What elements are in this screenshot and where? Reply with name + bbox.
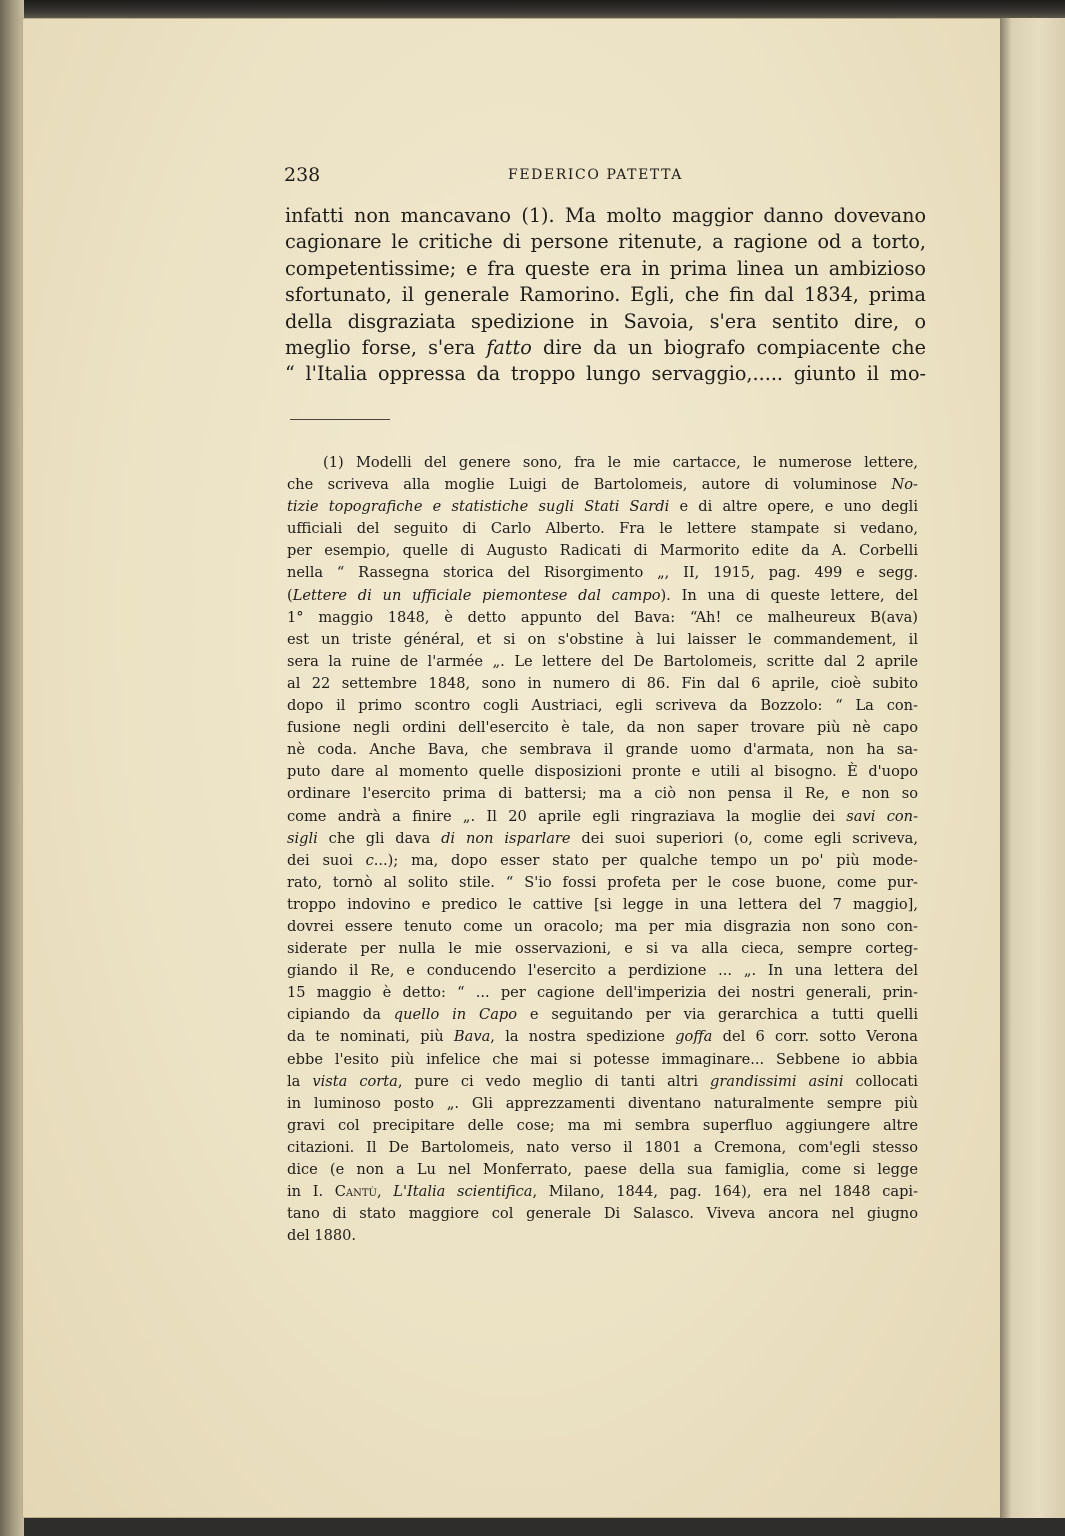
- footnote-text: , pure ci vedo meglio di tanti altri: [397, 1072, 710, 1090]
- main-paragraph: [285, 203, 926, 388]
- footnote-text: dei suoi: [287, 851, 366, 869]
- footnote-line: [287, 1071, 918, 1093]
- footnote-text: e di altre opere, e uno degli: [669, 498, 919, 516]
- main-line-italic: fatto: [486, 336, 532, 360]
- footnote: [287, 452, 918, 1247]
- footnote-italic: Lettere di un ufficiale piemontese dal campo: [292, 586, 661, 604]
- footnote-text: che scriveva alla moglie Luigi de Bartolomeis, autore di voluminose: [287, 476, 892, 494]
- main-line: competentissime; e fra queste era in prima linea un ambizioso: [285, 256, 926, 280]
- footnote-italic: grandissimi asini: [709, 1072, 844, 1090]
- footnote-italic: L'Italia scientifica: [393, 1183, 533, 1201]
- footnote-line: (1) Modelli del genere sono, fra le mie cartacce, le numerose lettere,: [323, 454, 918, 471]
- footnote-smallcaps: Cantù: [334, 1183, 377, 1201]
- footnote-separator: [290, 419, 390, 420]
- footnote-line: nella “ Rassegna storica del Risorgimento „, II, 1915, pag. 499 e segg.: [287, 564, 918, 582]
- footnote-text: dei suoi superiori (o, come egli scriveva,: [570, 829, 918, 847]
- footnote-text: , Milano, 1844, pag. 164), era nel 1848 capi-: [532, 1183, 919, 1201]
- footnote-text: , la nostra spedizione: [490, 1028, 676, 1046]
- footnote-line: [287, 828, 918, 850]
- footnote-line: giando il Re, e conducendo l'esercito a perdizione ... „. In una lettera del: [287, 962, 918, 980]
- footnote-line: gravi col precipitare delle cose; ma mi sembra superfluo aggiungere altre: [287, 1116, 918, 1134]
- footnote-line: al 22 settembre 1848, sono in numero di 86. Fin dal 6 aprile, cioè subito: [287, 674, 918, 692]
- main-line-part: meglio forse, s'era: [285, 336, 487, 360]
- footnote-line: [287, 585, 918, 607]
- scan-right-edge: [1000, 18, 1065, 1518]
- main-line: “ l'Italia oppressa da troppo lungo servaggio,..... giunto il mo-: [285, 362, 926, 386]
- footnote-italic: c: [365, 851, 374, 869]
- main-line-part: dire da un biografo compiacente che: [531, 336, 926, 360]
- footnote-line: in luminoso posto „. Gli apprezzamenti diventano naturalmente sempre più: [287, 1094, 918, 1112]
- footnote-text: cipiando da: [287, 1006, 394, 1024]
- footnote-line: dovrei essere tenuto come un oracolo; ma per mia disgrazia non sono con-: [287, 917, 918, 935]
- footnote-line: puto dare al momento quelle disposizioni pronte e utili al bisogno. È d'uopo: [287, 763, 918, 781]
- footnote-line: [287, 850, 918, 872]
- footnote-line: tano di stato maggiore col generale Di Salasco. Viveva ancora nel giugno: [287, 1205, 918, 1223]
- footnote-text: ...); ma, dopo esser stato per qualche tempo un po' più mode-: [373, 851, 918, 869]
- footnote-line: [287, 1004, 918, 1026]
- footnote-italic: goffa: [675, 1028, 713, 1046]
- footnote-text: da te nominati, più: [287, 1028, 454, 1046]
- footnote-line: [287, 1181, 918, 1203]
- footnote-line: troppo indovino e predico le cattive [si legge in una lettera del 7 maggio],: [287, 895, 918, 913]
- footnote-line: ordinare l'esercito prima di battersi; ma a ciò non pensa il Re, e non so: [287, 785, 918, 803]
- footnote-italic: tizie topografiche e statistiche sugli Stati Sardi: [287, 498, 670, 516]
- footnote-text: ). In una di queste lettere, del: [660, 586, 918, 604]
- footnote-line: est un triste général, et si on s'obstine à lui laisser le commandement, il: [287, 630, 918, 648]
- footnote-italic: vista corta: [312, 1072, 398, 1090]
- footnote-line: del 1880.: [287, 1227, 357, 1245]
- footnote-italic: No-: [891, 476, 918, 494]
- scan-top-edge: [0, 0, 1065, 20]
- page-header: [284, 164, 924, 192]
- footnote-line: 15 maggio è detto: “ ... per cagione dell'imperizia dei nostri generali, prin-: [287, 984, 918, 1002]
- footnote-italic: savi con-: [846, 807, 919, 825]
- footnote-line: per esempio, quelle di Augusto Radicati di Marmorito edite da A. Corbelli: [287, 542, 918, 560]
- footnote-italic: sigli: [287, 829, 318, 847]
- footnote-line: dice (e non a Lu nel Monferrato, paese della sua famiglia, come si legge: [287, 1161, 918, 1178]
- footnote-line: citazioni. Il De Bartolomeis, nato verso il 1801 a Cremona, com'egli stesso: [287, 1138, 918, 1156]
- footnote-italic: Bava: [453, 1028, 491, 1046]
- footnote-line: [287, 474, 918, 496]
- footnote-line: dopo il primo scontro cogli Austriaci, egli scriveva da Bozzolo: “ La con-: [287, 697, 918, 715]
- running-head: FEDERICO PATETTA: [508, 167, 684, 183]
- footnote-line: nè coda. Anche Bava, che sembrava il grande uomo d'armata, non ha sa-: [287, 741, 918, 759]
- footnote-text: collocati: [843, 1072, 918, 1090]
- footnote-line: rato, tornò al solito stile. “ S'io fossi profeta per le cose buone, come pur-: [287, 873, 918, 891]
- footnote-text: come andrà a finire „. Il 20 aprile egli ringraziava la moglie dei: [287, 807, 847, 825]
- main-line: della disgraziata spedizione in Savoia, s'era sentito dire, o: [285, 309, 926, 333]
- footnote-text: in I.: [287, 1183, 335, 1201]
- main-line: [285, 335, 926, 361]
- main-line: sfortunato, il generale Ramorino. Egli, che fin dal 1834, prima: [285, 283, 926, 307]
- footnote-italic: di non isparlare: [441, 829, 571, 847]
- footnote-line: fusione negli ordini dell'esercito è tale, da non saper trovare più nè capo: [287, 719, 918, 737]
- main-line: infatti non mancavano (1). Ma molto maggior danno dovevano: [285, 204, 926, 227]
- scan-left-edge: [0, 0, 24, 1536]
- footnote-italic: quello in Capo: [393, 1006, 518, 1024]
- footnote-line: [287, 496, 918, 518]
- footnote-line: 1° maggio 1848, è detto appunto del Bava: “Ah! ce malheureux B(ava): [287, 608, 918, 626]
- footnote-text: e seguitando per via gerarchica a tutti quelli: [517, 1006, 919, 1024]
- footnote-text: ,: [377, 1183, 394, 1201]
- footnote-line: sera la ruine de l'armée „. Le lettere del De Bartolomeis, scritte dal 2 aprile: [287, 652, 918, 670]
- footnote-line: ebbe l'esito più infelice che mai si potesse immaginare... Sebbene io abbia: [287, 1050, 918, 1068]
- footnote-text: del 6 corr. sotto Verona: [712, 1028, 918, 1046]
- footnote-line: siderate per nulla le mie osservazioni, e si va alla cieca, sempre corteg-: [287, 940, 918, 958]
- footnote-line: [287, 806, 918, 828]
- footnote-line: [287, 1026, 918, 1048]
- footnote-line: ufficiali del seguito di Carlo Alberto. Fra le lettere stampate si vedano,: [287, 520, 918, 538]
- main-line: cagionare le critiche di persone ritenute, a ragione od a torto,: [285, 230, 926, 254]
- footnote-text: che gli dava: [317, 829, 442, 847]
- page-number: 238: [284, 164, 321, 186]
- footnote-text: la: [287, 1072, 313, 1090]
- footnote-text: (: [287, 586, 293, 604]
